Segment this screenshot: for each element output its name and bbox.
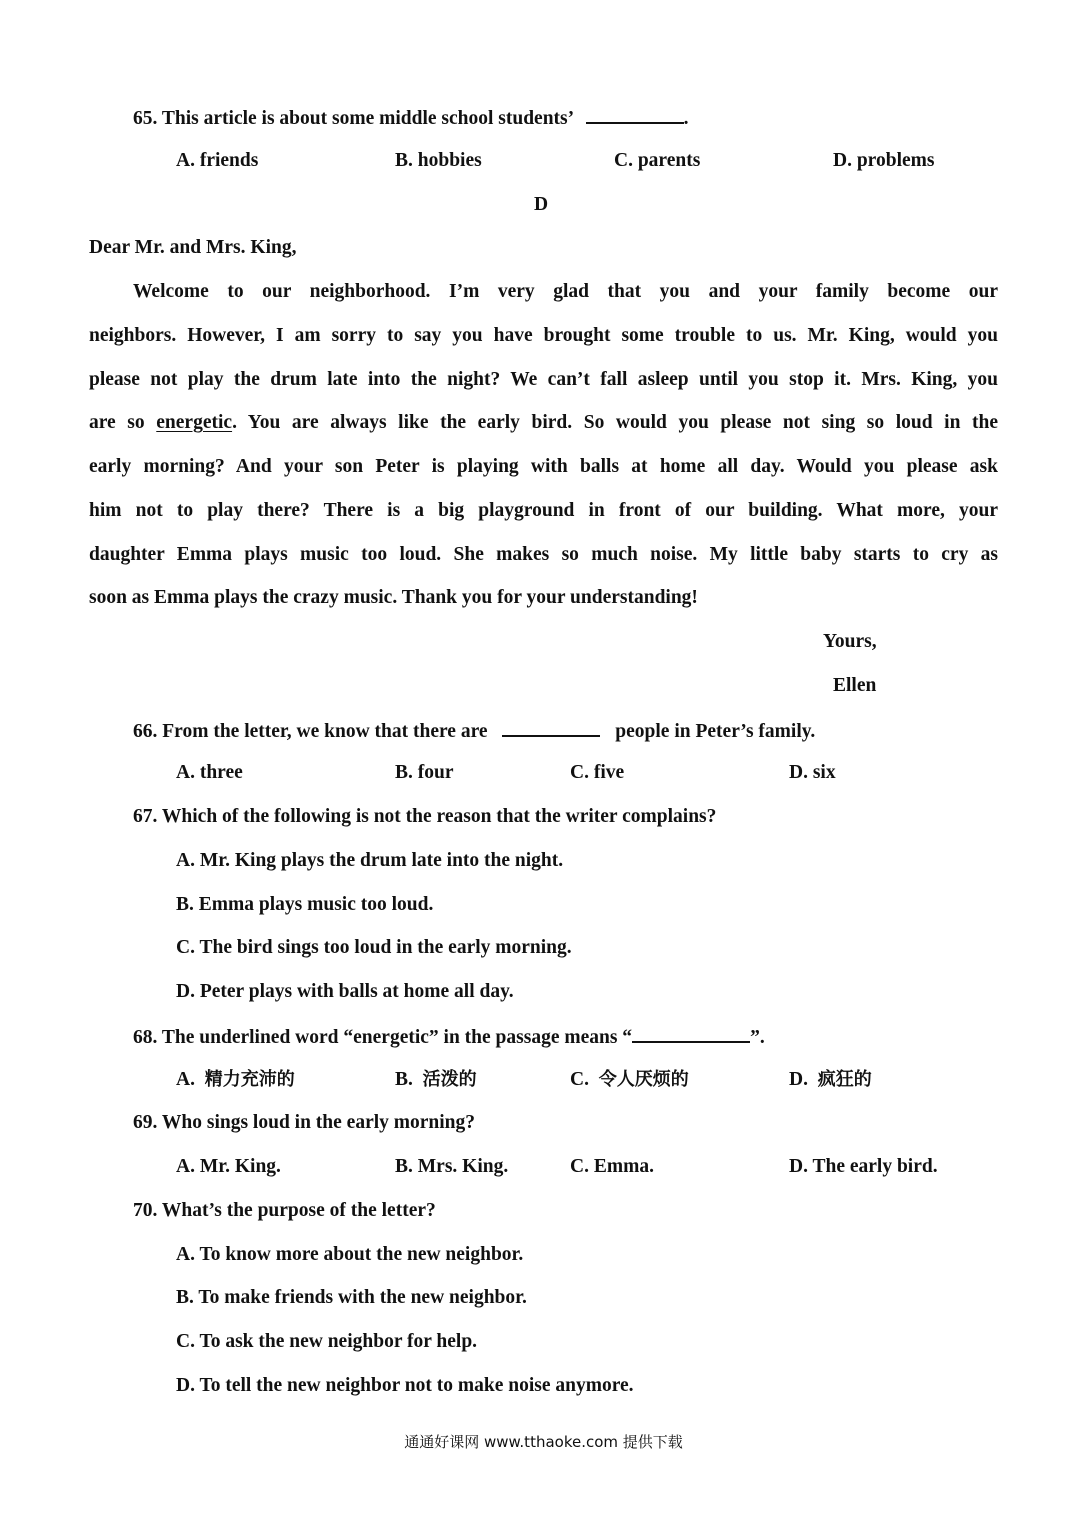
letter-text: are so: [89, 412, 145, 433]
option-text: 活泼的: [422, 1069, 477, 1090]
q69-option-b: B. Mrs. King.: [395, 1156, 509, 1177]
letter-line: early morning? And your son Peter is playing with balls at home all day. Would you please ask: [89, 456, 998, 477]
q66-option-c: C. five: [570, 762, 625, 783]
answer-blank: [586, 104, 684, 124]
question-65-text: 65. This article is about some middle school students’: [133, 108, 573, 129]
q65-option-b: B. hobbies: [395, 150, 482, 171]
section-label: D: [534, 194, 549, 215]
q67-option-a: A. Mr. King plays the drum late into the night.: [176, 850, 564, 871]
question-66: [133, 717, 815, 745]
q66-option-a: A. three: [176, 762, 243, 783]
letter-closing: Yours,: [823, 631, 877, 652]
option-letter: B.: [395, 1069, 413, 1090]
question-68-end: ”.: [750, 1027, 765, 1048]
q70-option-c: C. To ask the new neighbor for help.: [176, 1331, 478, 1352]
letter-signature: Ellen: [833, 675, 877, 696]
letter-salutation: Dear Mr. and Mrs. King,: [89, 237, 297, 258]
q65-option-d: D. problems: [833, 150, 935, 171]
letter-line: soon as Emma plays the crazy music. Thank you for your understanding!: [89, 587, 698, 608]
letter-line: him not to play there? There is a big playground in front of our building. What more, your: [89, 500, 998, 521]
letter-line: please not play the drum late into the night? We can’t fall asleep until you stop it. Mrs. King, you: [89, 369, 998, 390]
option-text: 令人厌烦的: [598, 1069, 689, 1090]
q69-option-a: A. Mr. King.: [176, 1156, 281, 1177]
question-70: 70. What’s the purpose of the letter?: [133, 1200, 436, 1221]
q69-option-c: C. Emma.: [570, 1156, 654, 1177]
answer-blank: [502, 717, 600, 737]
q65-option-a: A. friends: [176, 150, 259, 171]
question-65-end: .: [683, 108, 689, 129]
question-65: [133, 104, 688, 132]
letter-line: Welcome to our neighborhood. I’m very glad that you and your family become our: [133, 281, 998, 302]
underlined-word: energetic: [156, 412, 233, 433]
answer-blank: [632, 1023, 750, 1043]
letter-text: . You are always like the early bird. So would you please not sing so loud in the: [232, 412, 999, 433]
question-69: 69. Who sings loud in the early morning?: [133, 1112, 476, 1133]
option-text: 疯狂的: [817, 1069, 872, 1090]
q67-option-d: D. Peter plays with balls at home all day.: [176, 981, 514, 1002]
q65-option-c: C. parents: [614, 150, 701, 171]
q68-option-c: [570, 1067, 689, 1093]
question-67: 67. Which of the following is not the reason that the writer complains?: [133, 806, 717, 827]
q68-option-a: [176, 1067, 295, 1093]
option-letter: D.: [789, 1069, 808, 1090]
letter-line: [89, 410, 998, 436]
q70-option-a: A. To know more about the new neighbor.: [176, 1244, 524, 1265]
q68-option-b: [395, 1067, 477, 1093]
q66-option-b: B. four: [395, 762, 454, 783]
letter-line: daughter Emma plays music too loud. She makes so much noise. My little baby starts to cry as: [89, 544, 998, 565]
question-66-text: 66. From the letter, we know that there are: [133, 721, 488, 742]
option-text: 精力充沛的: [204, 1069, 295, 1090]
q70-option-b: B. To make friends with the new neighbor.: [176, 1287, 527, 1308]
q66-option-d: D. six: [789, 762, 836, 783]
q68-option-d: [789, 1067, 872, 1093]
question-68: [133, 1023, 765, 1051]
q70-option-d: D. To tell the new neighbor not to make noise anymore.: [176, 1375, 634, 1396]
page-footer: 通通好课网 www.tthaoke.com 提供下载: [404, 1433, 683, 1451]
question-68-text: 68. The underlined word “energetic” in the passage means “: [133, 1027, 633, 1048]
letter-line: neighbors. However, I am sorry to say you have brought some trouble to us. Mr. King, would you: [89, 325, 998, 346]
question-66-text-end: people in Peter’s family.: [615, 721, 816, 742]
option-letter: A.: [176, 1069, 195, 1090]
option-letter: C.: [570, 1069, 589, 1090]
q67-option-c: C. The bird sings too loud in the early morning.: [176, 937, 572, 958]
q69-option-d: D. The early bird.: [789, 1156, 938, 1177]
q67-option-b: B. Emma plays music too loud.: [176, 894, 434, 915]
